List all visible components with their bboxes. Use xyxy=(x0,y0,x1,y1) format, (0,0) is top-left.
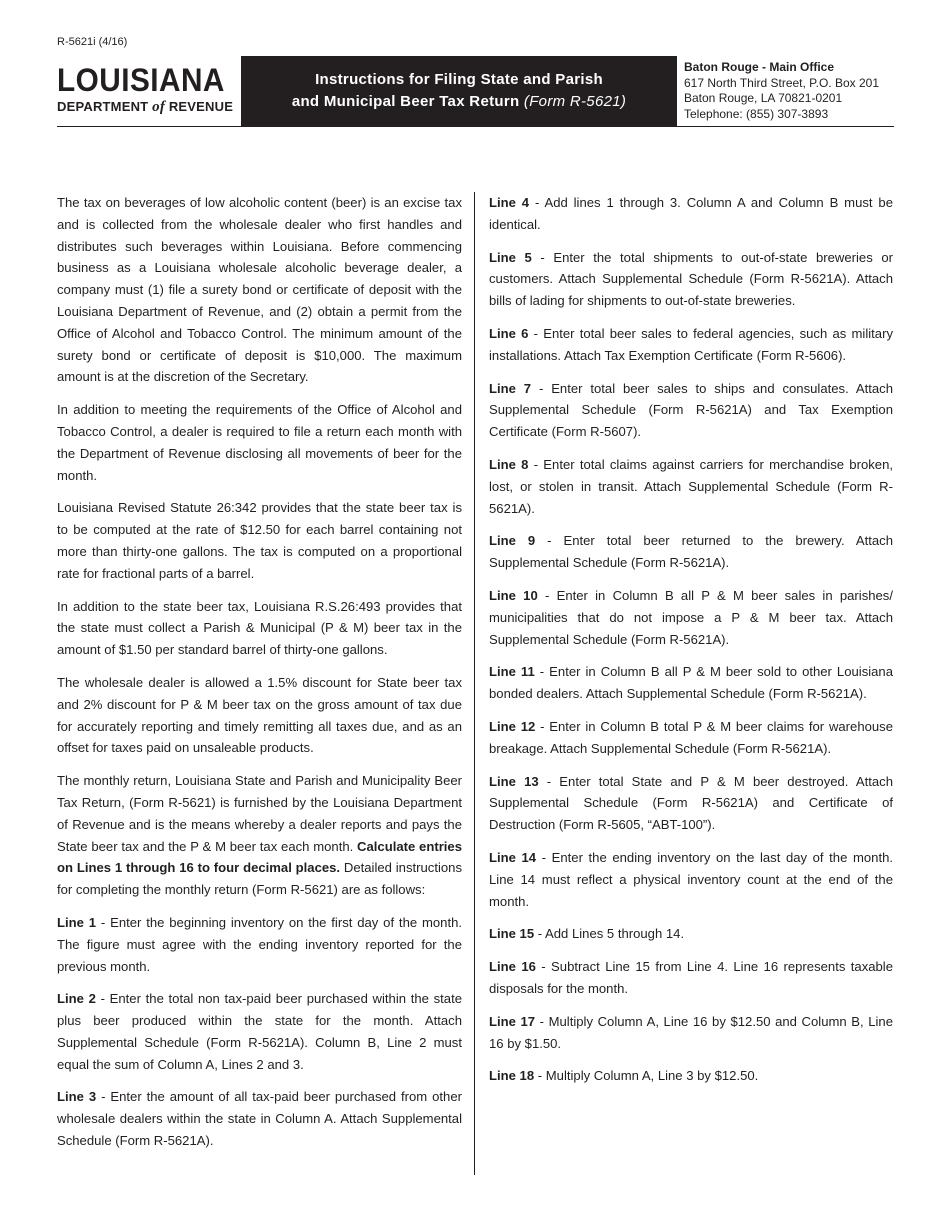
line-text: - Multiply Column A, Line 3 by $12.50. xyxy=(534,1068,759,1084)
line-label: Line 11 xyxy=(489,664,535,680)
line-instruction-16 xyxy=(489,956,893,1000)
office-phone: Telephone: (855) 307-3893 xyxy=(684,106,829,121)
intro-paragraph: In addition to the state beer tax, Louisiana R.S.26:493 provides that the state must collect a Parish & Municipal (P & M) beer tax in the amount of $1.50 per standard barrel of thirty-one gallons. xyxy=(57,598,462,658)
line-label: Line 17 xyxy=(489,1013,536,1029)
line-text: - Enter the total non tax-paid beer purchased within the state plus beer produced within the state for the month. Attach Supplemental Schedule (Form R-5621A). Column B, Line 2 must equal the sum of Column A, Lines 2 and 3. xyxy=(57,991,462,1072)
title-line-2 xyxy=(292,91,626,113)
line-instruction-10 xyxy=(489,585,893,650)
line-instruction-12 xyxy=(489,716,893,760)
line-label: Line 18 xyxy=(489,1068,535,1084)
line-label: Line 7 xyxy=(489,380,532,396)
line-label: Line 4 xyxy=(489,195,530,210)
logo-sub-revenue: REVENUE xyxy=(168,99,234,114)
title-form-ref: (Form R-5621) xyxy=(523,93,627,110)
line-label: Line 9 xyxy=(489,533,536,549)
line-label: Line 2 xyxy=(57,991,96,1007)
line-label: Line 12 xyxy=(489,718,536,734)
right-column xyxy=(489,192,893,1098)
office-name: Baton Rouge - Main Office xyxy=(684,60,834,74)
line-text: - Add lines 1 through 3. Column A and Column B must be identical. xyxy=(489,195,893,232)
title-band xyxy=(241,56,677,126)
intro-paragraph xyxy=(57,770,462,901)
logo-sub-text xyxy=(57,99,240,116)
line-instruction-18 xyxy=(489,1065,893,1087)
intro-paragraph: In addition to meeting the requirements of the Office of Alcohol and Tobacco Control, a dealer is required to file a return each month with the Department of Revenue disclosing all movements of beer for the month. xyxy=(57,402,462,483)
line-text: - Enter total State and P & M beer destroyed. Attach Supplemental Schedule (Form R-5621A) and Certificate of Destruction (Form R-5605, “ABT-100”). xyxy=(489,773,893,833)
line-label: Line 6 xyxy=(489,325,529,341)
line-instruction-8 xyxy=(489,454,893,519)
line-label: Line 3 xyxy=(57,1089,97,1105)
line-text: - Enter in Column B total P & M beer claims for warehouse breakage. Attach Supplemental Schedule (Form R-5621A). xyxy=(489,718,893,756)
title-line-2-text: and Municipal Beer Tax Return xyxy=(291,93,520,110)
line-instruction-6 xyxy=(489,323,893,367)
logo-main-text: LOUISIANA xyxy=(57,62,225,98)
line-text: - Add Lines 5 through 14. xyxy=(534,926,685,942)
line-instruction-9 xyxy=(489,530,893,574)
line-text: - Enter in Column B all P & M beer sold to other Louisiana bonded dealers. Attach Supplemental Schedule (Form R-5621A). xyxy=(489,664,893,702)
logo-sub-of: of xyxy=(152,99,166,115)
line-instruction-7 xyxy=(489,378,893,443)
intro-paragraph: Louisiana Revised Statute 26:342 provides that the state beer tax is to be computed at the rate of $12.50 for each barrel containing not more than thirty-one gallons. The tax is computed on a proportional rate for fractional parts of a barrel. xyxy=(57,500,462,581)
logo-sub-department: DEPARTMENT xyxy=(57,99,149,114)
line-label: Line 10 xyxy=(489,587,538,603)
left-column xyxy=(57,192,462,1163)
line-text: - Enter the beginning inventory on the first day of the month. The figure must agree with the ending inventory reported for the previous month. xyxy=(57,914,462,974)
intro-p6-end: Detailed instructions for completing the monthly return (Form R-5621) are as follows: xyxy=(57,860,462,898)
column-divider xyxy=(474,192,475,1175)
line-label: Line 1 xyxy=(57,914,97,930)
office-address-line-1: 617 North Third Street, P.O. Box 201 xyxy=(684,75,879,90)
line-label: Line 15 xyxy=(489,926,535,942)
line-text: - Multiply Column A, Line 16 by $12.50 and Column B, Line 16 by $1.50. xyxy=(489,1013,893,1051)
line-text: - Enter the ending inventory on the last day of the month. Line 14 must reflect a physical inventory count at the end of the month. xyxy=(489,849,893,909)
office-address xyxy=(684,60,879,122)
line-label: Line 16 xyxy=(489,959,536,975)
line-instruction-3 xyxy=(57,1086,462,1151)
line-instruction-14 xyxy=(489,847,893,912)
intro-paragraph: The wholesale dealer is allowed a 1.5% discount for State beer tax and 2% discount for P & M beer tax on the gross amount of tax due for accurately reporting and timely remitting all taxes due, and as an offset for taxes paid on unsaleable products. xyxy=(57,674,462,756)
office-address-line-2: Baton Rouge, LA 70821-0201 xyxy=(684,91,843,105)
line-text: - Enter total beer sales to ships and consulates. Attach Supplemental Schedule (Form R-5621A) and Tax Exemption Certificate (Form R-5607). xyxy=(489,380,893,440)
line-text: - Enter the total shipments to out-of-state breweries or customers. Attach Supplemental Schedule (Form R-5621A). Attach bills of lading for shipments to out-of-state breweries. xyxy=(489,249,893,309)
line-text: - Enter total claims against carriers for merchandise broken, lost, or stolen in transit. Attach Supplemental Schedule (Form R-5621A). xyxy=(489,456,893,516)
line-instruction-11 xyxy=(489,661,893,705)
form-id: R-5621i (4/16) xyxy=(57,36,128,48)
intro-p6-start: The monthly return, Louisiana State and Parish and Municipality Beer Tax Return, (Form R-5621) is furnished by the Louisiana Department of Revenue and is the means whereby a dealer reports and pays the State beer tax and the P & M beer tax each month. xyxy=(57,773,462,854)
line-text: - Enter total beer sales to federal agencies, such as military installations. Attach Tax Exemption Certificate (Form R-5606). xyxy=(489,325,893,363)
line-text: - Enter total beer returned to the brewery. Attach Supplemental Schedule (Form R-5621A). xyxy=(489,533,893,571)
line-instruction-15 xyxy=(489,923,893,945)
line-instruction-4 xyxy=(489,192,893,236)
line-label: Line 5 xyxy=(489,249,532,265)
line-instruction-13 xyxy=(489,771,893,836)
line-text: - Enter the amount of all tax-paid beer purchased from other wholesale dealers within the state in Column A. Attach Supplemental Schedule (Form R-5621A). xyxy=(57,1089,462,1149)
line-label: Line 13 xyxy=(489,773,539,789)
header xyxy=(57,56,894,127)
title-line-1: Instructions for Filing State and Parish xyxy=(315,71,603,88)
line-text: - Enter in Column B all P & M beer sales in parishes/ municipalities that do not impose a P & M beer tax. Attach Supplemental Schedule (Form R-5621A). xyxy=(489,587,893,647)
line-instruction-1 xyxy=(57,912,462,977)
line-text: - Subtract Line 15 from Line 4. Line 16 represents taxable disposals for the month. xyxy=(489,959,893,996)
louisiana-revenue-logo xyxy=(57,64,240,116)
line-instruction-5 xyxy=(489,247,893,312)
intro-paragraph: The tax on beverages of low alcoholic content (beer) is an excise tax and is collected from the wholesale dealer who first handles and distributes such beverages within Louisiana. Before commencing business as a Louisiana wholesale alcoholic beverage dealer, a company must (1) file a surety bond or certificate of deposit with the Louisiana Department of Revenue, and (2) obtain a permit from the Office of Alcohol and Tobacco Control. The minimum amount of the surety bond or certificate of deposit is $10,000. The maximum amount is at the discretion of the Secretary. xyxy=(57,195,462,385)
line-instruction-17 xyxy=(489,1011,893,1055)
line-label: Line 14 xyxy=(489,849,537,865)
line-instruction-2 xyxy=(57,988,462,1075)
intro-p6-bold: Calculate entries on Lines 1 through 16 to four decimal places. xyxy=(57,838,462,876)
line-label: Line 8 xyxy=(489,456,529,472)
